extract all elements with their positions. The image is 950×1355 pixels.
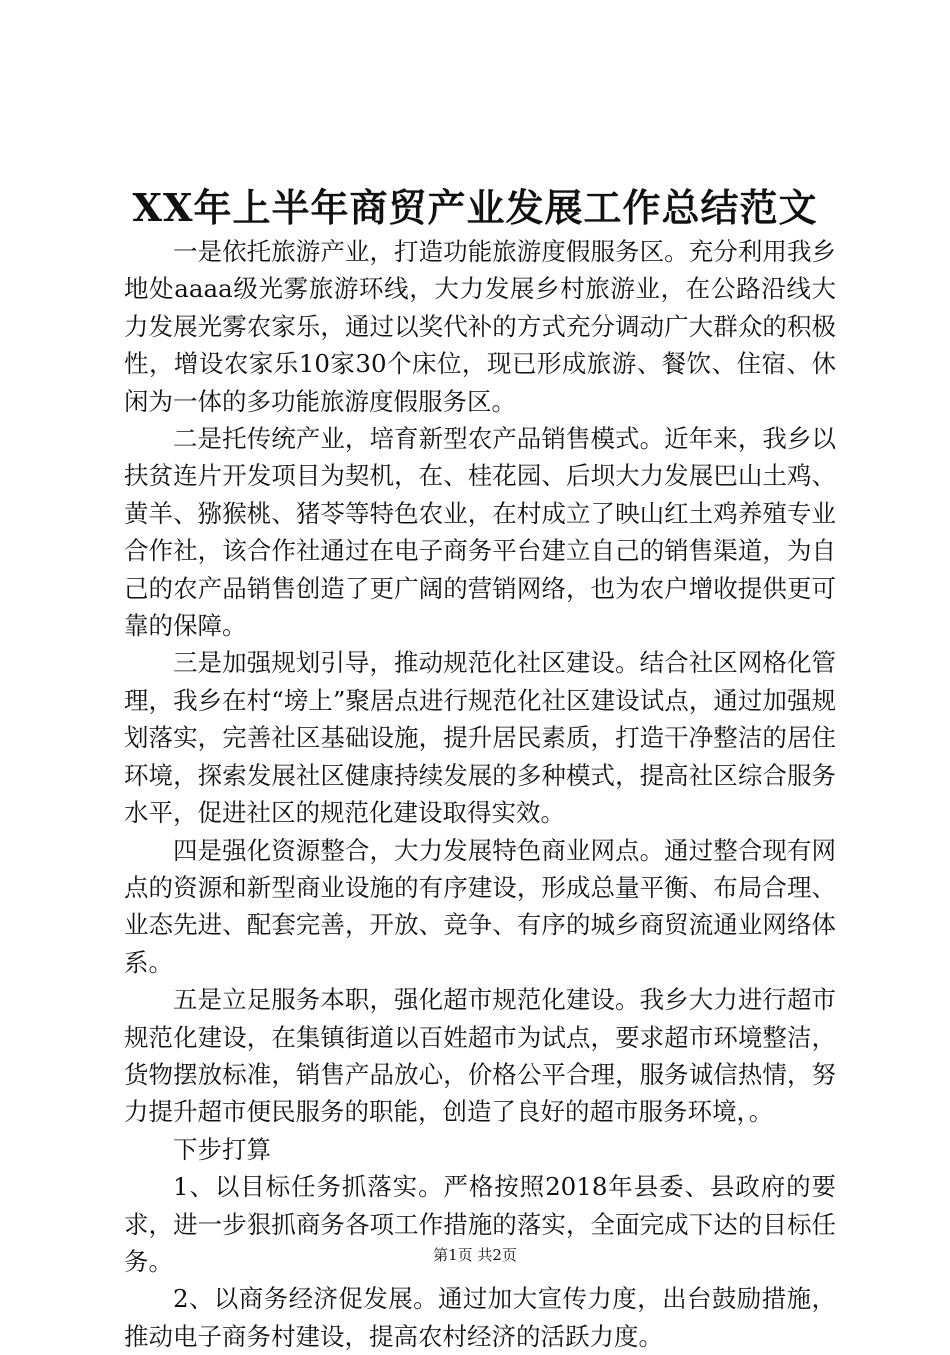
document-title: XX年上半年商贸产业发展工作总结范文 — [132, 185, 818, 230]
paragraph-traditional-industry: 二是托传统产业，培育新型农产品销售模式。近年来，我乡以扶贫连片开发项目为契机，在、桂花园、后坝大力发展巴山土鸡、黄羊、猕猴桃、猪苓等特色农业，在村成立了映山红土鸡养殖专业合作社，该合作社通过在电子商务平台建立自己的销售渠道，为自己的农产品销售创造了更广阔的营销网络，也为农户增收提供更可靠的保障。 — [124, 424, 836, 641]
paragraph-plan-2: 2、以商务经济促发展。通过加大宣传力度，出台鼓励措施，推动电子商务村建设，提高农村经济的活跃力度。 — [124, 1284, 836, 1351]
paragraph-plan-1: 1、以目标任务抓落实。严格按照2018年县委、县政府的要求，进一步狠抓商务各项工作措施的落实，全面完成下达的目标任务。 — [124, 1172, 836, 1276]
section-heading-next-steps: 下步打算 — [173, 1134, 271, 1164]
paragraph-tourism: 一是依托旅游产业，打造功能旅游度假服务区。充分利用我乡地处aaaa级光雾旅游环线，大力发展乡村旅游业，在公路沿线大力发展光雾农家乐，通过以奖代补的方式充分调动广大群众的积极性，增设农家乐10家30个床位，现已形成旅游、餐饮、住宿、休闲为一体的多功能旅游度假服务区。 — [124, 237, 836, 416]
document-body — [124, 233, 836, 1355]
page-footer: 第1页 共2页 — [433, 1246, 517, 1264]
paragraph-resource-integration: 四是强化资源整合，大力发展特色商业网点。通过整合现有网点的资源和新型商业设施的有序建设，形成总量平衡、布局合理、业态先进、配套完善，开放、竞争、有序的城乡商贸流通业网络体系。 — [124, 835, 836, 977]
paragraph-community-planning: 三是加强规划引导，推动规范化社区建设。结合社区网格化管理，我乡在村“塝上”聚居点进行规范化社区建设试点，通过加强规划落实，完善社区基础设施，提升居民素质，打造干净整洁的居住环境，探索发展社区健康持续发展的多种模式，提高社区综合服务水平，促进社区的规范化建设取得实效。 — [124, 648, 836, 828]
paragraph-supermarket: 五是立足服务本职，强化超市规范化建设。我乡大力进行超市规范化建设，在集镇街道以百姓超市为试点，要求超市环境整洁，货物摆放标准，销售产品放心，价格公平合理，服务诚信热情，努力提升超市便民服务的职能，创造了良好的超市服务环境，。 — [124, 985, 836, 1127]
